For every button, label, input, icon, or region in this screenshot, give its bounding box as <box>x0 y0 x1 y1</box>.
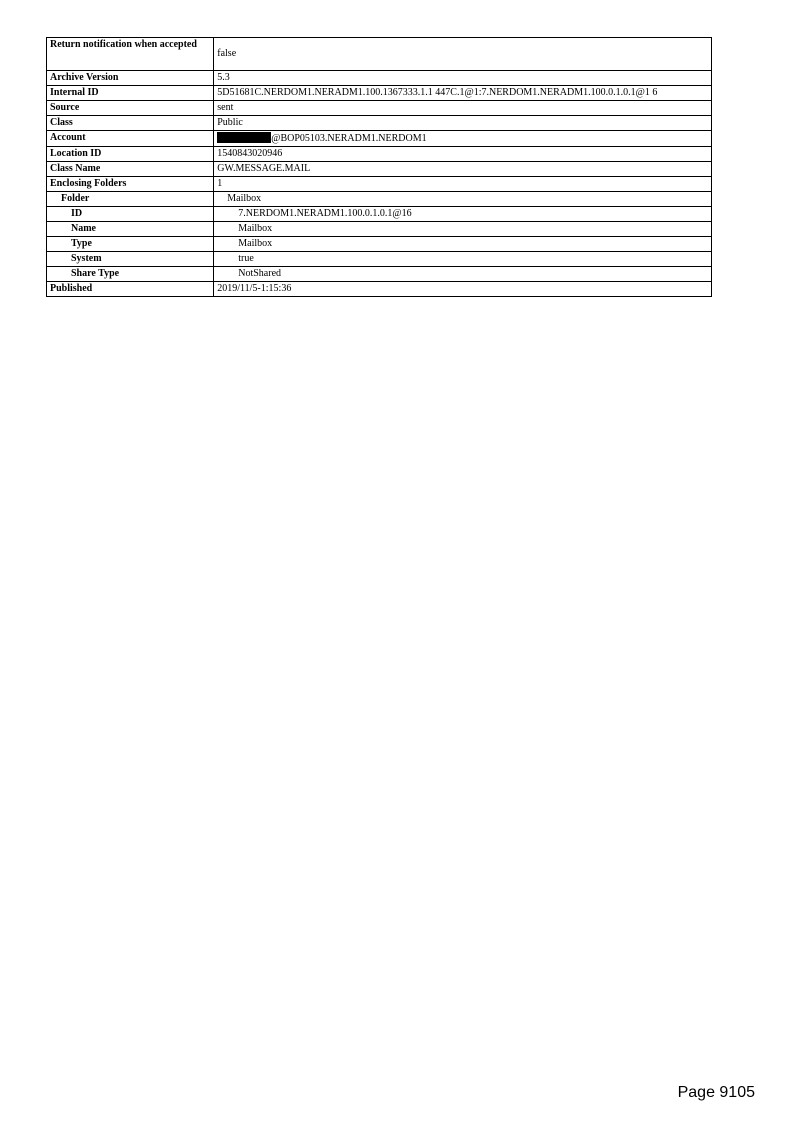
property-value: NotShared <box>214 267 712 282</box>
property-value: 1540843020946 <box>214 147 712 162</box>
property-key: Folder <box>47 192 214 207</box>
property-key: Class <box>47 116 214 131</box>
properties-table <box>46 37 712 297</box>
property-value: 5.3 <box>214 71 712 86</box>
table-row <box>47 38 712 71</box>
property-key: Name <box>47 222 214 237</box>
property-value: 5D51681C.NERDOM1.NERADM1.100.1367333.1.1 447C.1@1:7.NERDOM1.NERADM1.100.0.1.0.1@1 6 <box>214 86 712 101</box>
page-number: Page 9105 <box>677 1084 755 1101</box>
table-row <box>47 192 712 207</box>
table-row <box>47 116 712 131</box>
property-key: Account <box>47 131 214 147</box>
property-value: 7.NERDOM1.NERADM1.100.0.1.0.1@16 <box>214 207 712 222</box>
property-key: Share Type <box>47 267 214 282</box>
table-row <box>47 147 712 162</box>
property-value: 1 <box>214 177 712 192</box>
property-value: GW.MESSAGE.MAIL <box>214 162 712 177</box>
property-key: Return notification when accepted <box>47 38 214 71</box>
property-key: Enclosing Folders <box>47 177 214 192</box>
property-key: Class Name <box>47 162 214 177</box>
redaction-bar <box>217 132 271 143</box>
table-row <box>47 86 712 101</box>
property-value: Public <box>214 116 712 131</box>
table-row <box>47 282 712 297</box>
property-key: Published <box>47 282 214 297</box>
property-key: Archive Version <box>47 71 214 86</box>
property-value: 2019/11/5-1:15:36 <box>214 282 712 297</box>
table-row <box>47 177 712 192</box>
table-row <box>47 237 712 252</box>
property-value: Mailbox <box>214 192 712 207</box>
property-key: ID <box>47 207 214 222</box>
table-row <box>47 101 712 116</box>
property-value: true <box>214 252 712 267</box>
property-key: Source <box>47 101 214 116</box>
table-row <box>47 252 712 267</box>
property-key: Internal ID <box>47 86 214 101</box>
table-row <box>47 222 712 237</box>
table-row <box>47 71 712 86</box>
table-row <box>47 131 712 147</box>
property-key: System <box>47 252 214 267</box>
table-row <box>47 162 712 177</box>
property-value-account <box>214 131 712 147</box>
table-row <box>47 267 712 282</box>
property-value: sent <box>214 101 712 116</box>
table-row <box>47 207 712 222</box>
property-value: Mailbox <box>214 222 712 237</box>
property-value: false <box>214 38 712 71</box>
account-domain: @BOP05103.NERADM1.NERDOM1 <box>271 133 427 144</box>
property-key: Type <box>47 237 214 252</box>
property-value: Mailbox <box>214 237 712 252</box>
property-key: Location ID <box>47 147 214 162</box>
